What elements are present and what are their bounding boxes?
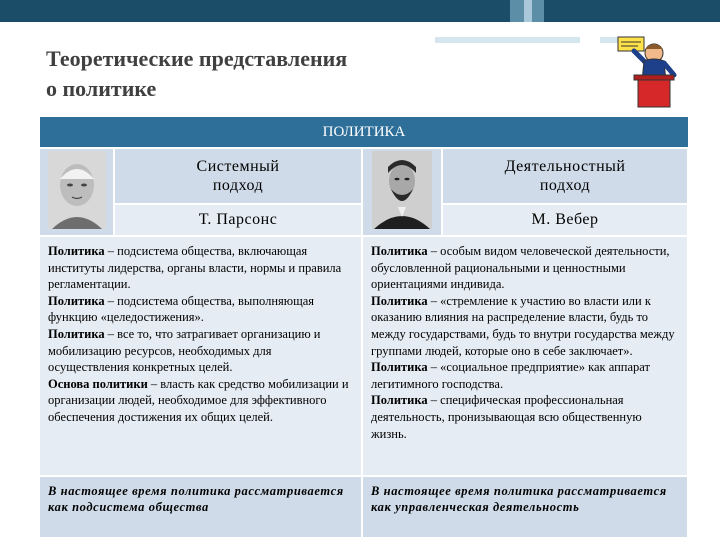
definition-text: – подсистема общества, выполняющая функцию «целедостижения».	[48, 293, 315, 325]
approach-activity	[442, 148, 688, 204]
person-weber: М. Вебер	[442, 204, 688, 236]
definition-text: – особым видом человеческой деятельности, обусловленной рациональными и ценностными ориентациями индивида.	[371, 244, 670, 292]
definition-term: Политика	[48, 293, 105, 308]
definition-text: – власть как средство мобилизации и организации людей, необходимое для эффективного обеспечения достижения их общих целей.	[48, 376, 349, 424]
decorative-stripe	[435, 37, 580, 43]
definition-term: Политика	[371, 244, 428, 258]
definition-term: Политика	[48, 244, 105, 258]
definition-item	[48, 243, 353, 293]
approach-systemic	[114, 148, 362, 204]
approach-activity-line1: Деятельностный	[504, 158, 626, 175]
approach-activity-line2: подход	[539, 177, 591, 194]
definition-text: – все то, что затрагивает организацию и мобилизацию ресурсов, необходимых для осуществления конкретных целей.	[48, 326, 321, 375]
slide-title	[46, 44, 347, 104]
definition-term: Политика	[48, 326, 105, 341]
definitions-systemic	[40, 236, 362, 476]
portrait-weber-icon	[372, 151, 432, 229]
person-parsons: Т. Парсонс	[114, 204, 362, 236]
top-decorative-bar	[0, 0, 720, 22]
politics-comparison-table	[40, 117, 689, 537]
definition-term: Основа политики	[48, 376, 148, 391]
definition-text: – «стремление к участию во власти или к оказанию влияния на распределение власти, будь то между государствами, будь то внутри государства между группами людей, которые оно в себе заключает».	[371, 293, 675, 358]
definition-item	[48, 326, 353, 376]
definition-term: Политика	[371, 360, 428, 375]
slide-title-line1: Теоретические представления	[46, 46, 348, 71]
speaker-at-podium-icon	[616, 33, 690, 111]
definition-term: Политика	[371, 393, 428, 408]
portrait-parsons-icon	[48, 151, 106, 229]
definition-item	[371, 243, 679, 293]
definition-text: – «социальное предприятие» как аппарат легитимного господства.	[371, 360, 650, 391]
photo-cell-left	[40, 148, 114, 236]
approach-systemic-line1: Системный	[196, 158, 280, 175]
definition-item	[48, 376, 353, 426]
definition-text: – подсистема общества, включающая институты лидерства, органы власти, нормы и правила регламентации.	[48, 244, 342, 292]
slide-title-line2: о политике	[46, 76, 157, 101]
photo-cell-right	[362, 148, 442, 236]
conclusion-systemic: В настоящее время политика рассматривается как подсистема общества	[40, 476, 362, 537]
definition-item	[371, 359, 679, 392]
definitions-activity	[362, 236, 688, 476]
definition-item	[371, 392, 679, 442]
approach-systemic-line2: подход	[212, 177, 264, 194]
definition-item	[48, 293, 353, 326]
definition-text: – специфическая профессиональная деятельность, пронизывающая всю общественную жизнь.	[371, 393, 642, 441]
definition-item	[371, 293, 679, 359]
definition-term: Политика	[371, 293, 428, 308]
conclusion-activity: В настоящее время политика рассматривается как управленческая деятельность	[362, 476, 688, 537]
table-header: ПОЛИТИКА	[40, 117, 688, 148]
